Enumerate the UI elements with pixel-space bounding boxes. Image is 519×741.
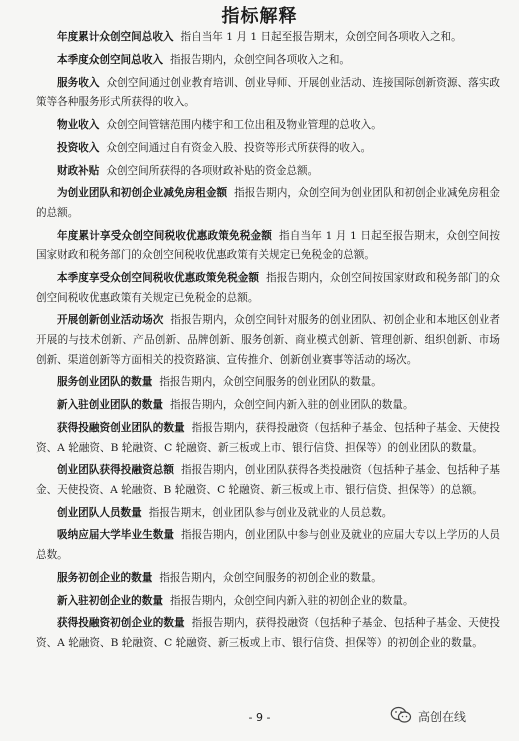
- definition-text: 众创空间通过自有资金入股、投资等形式所获得的收入。: [106, 141, 372, 154]
- definition-entry: [36, 74, 500, 113]
- definition-term: 投资收入: [57, 141, 100, 154]
- definition-text: 指自当年 1 月 1 日起至报告期末，众创空间各项收入之和。: [180, 31, 462, 43]
- definition-entry: [36, 419, 500, 458]
- definition-text: 指报告期内，众创空间针对服务的创业团队、初创企业和本地区创业者开展的与技术创新、产品创新、品牌创新、服务创新、商业模式创新、管理创新、组织创新、市场创新、渠道创新等方面相关的投资路演、宣传推介、创新创业赛事等活动的场次。: [36, 314, 501, 366]
- definition-text: 指报告期内，众创空间为创业团队和初创企业减免房租金的总额。: [36, 187, 501, 219]
- definition-text: 众创空间通过创业教育培训、创业导师、开展创业活动、连接国际创新资源、落实政策等各种服务形式所获得的收入。: [36, 76, 501, 109]
- definition-text: 指报告期内，众创空间服务的创业团队的数量。: [159, 376, 382, 389]
- page-title: 指标解释: [221, 6, 298, 27]
- definition-term: 服务创业团队的数量: [57, 376, 153, 389]
- definition-term: 物业收入: [57, 118, 100, 131]
- definition-text: 指报告期内，创业团队获得各类投融资（包括种子基金、包括种子基金、天使投资、A 轮融资、B 轮融资、C 轮融资、新三板或上市、银行信贷、担保等）的总额。: [36, 464, 501, 496]
- definition-entry: [36, 28, 500, 48]
- definition-term: 财政补贴: [57, 164, 100, 177]
- definition-term: 获得投融资创业团队的数量: [57, 421, 185, 434]
- definition-entry: [36, 526, 500, 565]
- definition-text: 指报告期内，众创空间服务的初创企业的数量。: [159, 571, 382, 584]
- definition-entry: [36, 269, 500, 308]
- definition-term: 年度累计众创空间总收入: [57, 31, 174, 43]
- definition-term: 服务初创企业的数量: [57, 571, 153, 584]
- watermark: [390, 706, 466, 727]
- definition-entry: [36, 139, 500, 159]
- definition-text: 指报告期内，众创空间按国家财政和税务部门的众创空间税收优惠政策有关规定已免税金的总额。: [36, 272, 501, 304]
- definition-entry: [36, 162, 500, 182]
- definition-entry: [36, 614, 500, 653]
- definition-term: 新入驻创业团队的数量: [57, 399, 163, 412]
- definition-text: 指报告期内，众创空间各项收入之和。: [169, 53, 351, 66]
- definition-entry: [36, 51, 500, 71]
- definition-term: 新入驻初创企业的数量: [57, 594, 163, 607]
- definition-entry: [36, 504, 500, 524]
- definition-term: 开展创新创业活动场次: [57, 314, 164, 327]
- definition-text: 指报告期末，创业团队参与创业及就业的人员总数。: [148, 506, 393, 519]
- definition-term: 年度累计享受众创空间税收优惠政策免税金额: [57, 229, 273, 242]
- definition-entry: [36, 592, 500, 612]
- definition-entry: [36, 461, 500, 500]
- definition-entry: [36, 227, 500, 266]
- definition-term: 吸纳应届大学毕业生数量: [57, 529, 174, 542]
- definition-text: 指报告期内，获得投融资（包括种子基金、包括种子基金、天使投资、A 轮融资、B 轮融资、C 轮融资、新三板或上市、银行信贷、担保等）的创业团队的数量。: [36, 421, 501, 454]
- page-number: - 9 -: [248, 711, 271, 724]
- definition-text: 指报告期内，众创空间内新入驻的初创企业的数量。: [169, 594, 414, 607]
- definition-entry: [36, 116, 500, 136]
- definition-list: [36, 28, 500, 657]
- definition-text: 指自当年 1 月 1 日起至报告期末，众创空间按国家财政和税务部门的众创空间税收优惠政策有关规定已免税金的总额。: [36, 229, 501, 262]
- definition-term: 为创业团队和初创企业减免房租金额: [57, 187, 228, 200]
- definition-entry: [36, 311, 500, 370]
- definition-entry: [36, 569, 500, 589]
- definition-entry: [36, 396, 500, 416]
- definition-term: 服务收入: [57, 76, 100, 89]
- definition-text: 指报告期内，众创空间内新入驻的创业团队的数量。: [169, 399, 414, 412]
- watermark-text: 高创在线: [418, 710, 467, 724]
- definition-text: 众创空间所获得的各项财政补贴的资金总额。: [106, 164, 319, 177]
- definition-term: 创业团队获得投融资总额: [57, 464, 174, 477]
- definition-entry: [36, 373, 500, 393]
- wechat-icon: [390, 706, 412, 727]
- definition-text: 众创空间管辖范围内楼宇和工位出租及物业管理的总收入。: [106, 118, 382, 131]
- definition-term: 获得投融资初创企业的数量: [57, 617, 185, 630]
- definition-entry: [36, 184, 500, 223]
- definition-term: 创业团队人员数量: [57, 506, 142, 519]
- definition-text: 指报告期内，创业团队中参与创业及就业的应届大专以上学历的人员总数。: [36, 529, 501, 562]
- definition-text: 指报告期内，获得投融资（包括种子基金、包括种子基金、天使投资、A 轮融资、B 轮融资、C 轮融资、新三板或上市、银行信贷、担保等）的初创企业的数量。: [36, 617, 501, 649]
- definition-term: 本季度众创空间总收入: [57, 53, 163, 66]
- definition-term: 本季度享受众创空间税收优惠政策免税金额: [57, 272, 260, 285]
